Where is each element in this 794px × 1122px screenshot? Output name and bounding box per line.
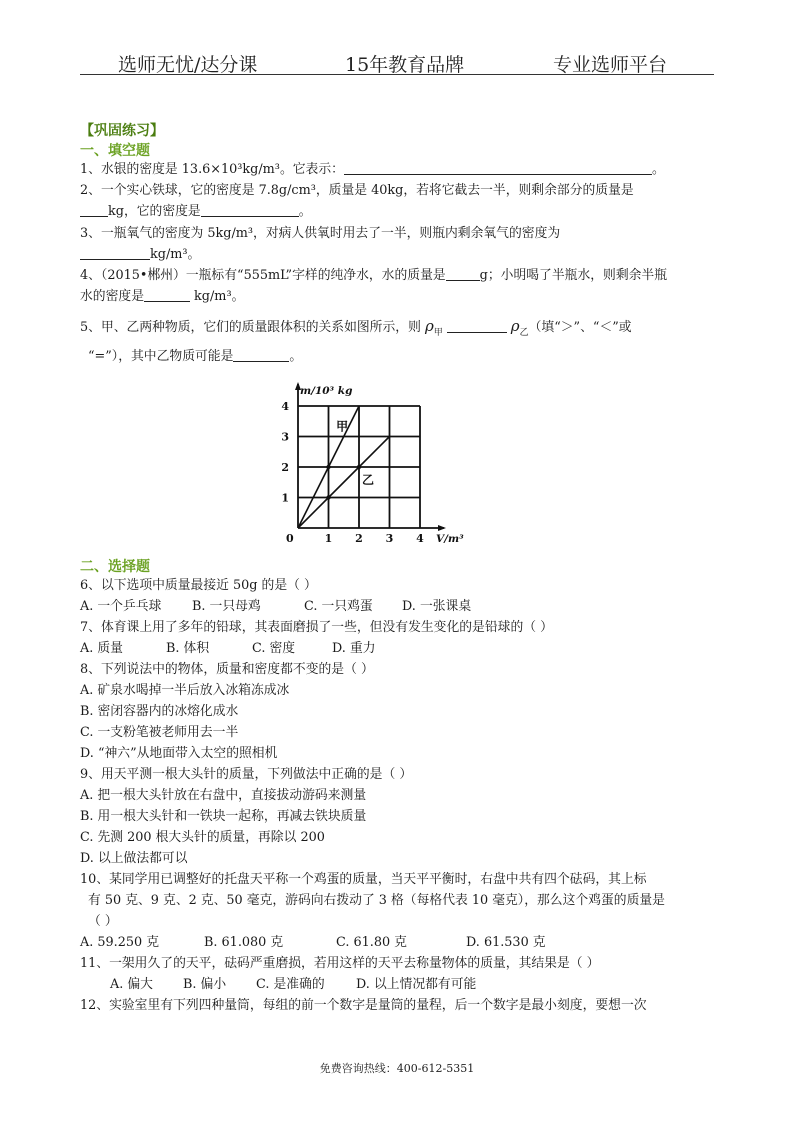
q6-option-b: B. 一只母鸡 xyxy=(192,599,261,614)
q3-line2: kg/m³。 xyxy=(150,247,201,262)
q8-option-a: A. 矿泉水喝掉一半后放入冰箱冻成冰 xyxy=(80,683,290,698)
header-center: 15年教育品牌 xyxy=(345,54,465,76)
series-1-point-2 xyxy=(357,465,361,469)
origin-label: 0 xyxy=(286,532,294,545)
q1-text: 1、水银的密度是 13.6×10³kg/m³。它表示： xyxy=(80,162,344,177)
chart-labels xyxy=(281,385,464,545)
y-tick-label-2: 2 xyxy=(281,461,289,474)
question-10-line2: 有 50 克、9 克、2 克、50 毫克，游码向右拨动了 3 格（每格代表 10 毫克），那么这个鸡蛋的质量是 xyxy=(88,893,665,908)
rho-jia: $\rho_甲$ xyxy=(424,317,443,338)
series-1-point-1 xyxy=(326,495,330,499)
q11-option-d: D. 以上情况都有可能 xyxy=(356,977,477,992)
q6-option-d: D. 一张课桌 xyxy=(402,599,472,614)
q11-option-a: A. 偏大 xyxy=(110,977,153,992)
series-line-1 xyxy=(298,437,390,529)
q1-end: 。 xyxy=(651,162,665,177)
q9-option-a: A. 把一根大头针放在右盘中，直接拔动游码来测量 xyxy=(80,788,367,803)
question-3-line2 xyxy=(80,247,200,263)
mass-volume-chart xyxy=(278,368,478,550)
question-6-options xyxy=(80,599,471,615)
q7-option-c: C. 密度 xyxy=(252,641,296,656)
q7-option-d: D. 重力 xyxy=(332,641,376,656)
q4-line2b: kg/m³。 xyxy=(189,289,245,304)
x-axis-label: V/m³ xyxy=(436,533,464,545)
x-tick-label-3: 3 xyxy=(385,532,394,545)
question-11-stem: 11、一架用久了的天平，砝码严重磨损，若用这样的天平去称量物体的质量，其结果是（ ） xyxy=(80,956,600,971)
q4-blank-mass xyxy=(446,268,480,281)
q7-option-b: B. 体积 xyxy=(166,641,210,656)
q9-option-d: D. 以上做法都可以 xyxy=(80,851,188,866)
question-4-line2 xyxy=(80,289,244,305)
q10-option-a: A. 59.250 克 xyxy=(80,935,160,950)
question-12-line1: 12、实验室里有下列四种量筒，每组的前一个数字是量筒的量程，后一个数字是最小刻度，要想一次 xyxy=(80,998,647,1013)
q9-option-b: B. 用一根大头针和一铁块一起称，再减去铁块质量 xyxy=(80,809,367,824)
question-7-stem: 7、体育课上用了多年的铅球，其表面磨损了一些，但没有发生变化的是铅球的（ ） xyxy=(80,620,553,635)
q11-option-c: C. 是准确的 xyxy=(256,977,325,992)
question-10-options xyxy=(80,935,546,951)
q9-option-c: C. 先测 200 根大头针的质量，再除以 200 xyxy=(80,830,325,845)
q6-option-c: C. 一只鸡蛋 xyxy=(304,599,373,614)
q10-option-b: B. 61.080 克 xyxy=(204,935,284,950)
question-10-line3: （ ） xyxy=(88,914,118,929)
series-label-yi: 乙 xyxy=(362,472,375,487)
x-tick-label-1: 1 xyxy=(324,532,333,545)
q3-blank xyxy=(80,247,150,260)
q5-blank-material xyxy=(233,349,289,362)
q5-line1a: 5、甲、乙两种物质，它们的质量跟体积的关系如图所示，则 xyxy=(80,320,425,335)
question-11-options xyxy=(110,977,476,993)
header-right: 专业选师平台 xyxy=(553,54,668,76)
q7-option-a: A. 质量 xyxy=(80,641,123,656)
q2-line2a: kg，它的密度是 xyxy=(108,204,201,219)
q10-option-d: D. 61.530 克 xyxy=(466,935,546,950)
question-8-stem: 8、下列说法中的物体，质量和密度都不变的是（ ） xyxy=(80,662,374,677)
question-9-stem: 9、用天平测一根大头针的质量，下列做法中正确的是（ ） xyxy=(80,767,413,782)
q2-line2b: 。 xyxy=(298,204,312,219)
header-left: 选师无忧/达分课 xyxy=(118,54,258,76)
section-choice-title: 二、选择题 xyxy=(80,559,150,575)
question-5-line2 xyxy=(88,349,302,365)
q1-blank xyxy=(344,162,652,175)
q2-blank-mass xyxy=(80,204,108,217)
question-10-line1: 10、某同学用已调整好的托盘天平称一个鸡蛋的质量，当天平平衡时，右盘中共有四个砝码，其上标 xyxy=(80,872,647,887)
rho-yi: $\rho_乙$ xyxy=(510,317,529,338)
question-3-line1: 3、一瓶氧气的密度为 5kg/m³，对病人供氧时用去了一半，则瓶内剩余氧气的密度为 xyxy=(80,226,561,241)
x-tick-label-2: 2 xyxy=(355,532,363,545)
q5-line1b: （填“＞”、“＜”或 xyxy=(528,320,632,335)
question-2-line2 xyxy=(80,204,312,220)
q4-line2a: 水的密度是 xyxy=(80,289,144,304)
q4-line1a: 4、（2015•郴州）一瓶标有“555mL”字样的纯净水，水的质量是 xyxy=(80,268,446,283)
y-axis-label: m/10³ kg xyxy=(300,385,353,397)
q4-blank-density xyxy=(144,289,190,302)
x-tick-label-4: 4 xyxy=(416,532,424,545)
section-fill-blank-title: 一、填空题 xyxy=(80,143,150,159)
header-rule xyxy=(80,74,714,75)
question-4-line1 xyxy=(80,268,667,284)
question-2-line1: 2、一个实心铁球，它的密度是 7.8g/cm³，质量是 40kg，若将它截去一半，则剩余部分的质量是 xyxy=(80,183,634,198)
q8-option-c: C. 一支粉笔被老师用去一半 xyxy=(80,725,239,740)
y-tick-label-3: 3 xyxy=(281,430,289,444)
y-tick-label-4: 4 xyxy=(281,400,289,413)
y-tick-label-1: 1 xyxy=(281,491,289,505)
q8-option-d: D. “神六”从地面带入太空的照相机 xyxy=(80,746,278,761)
q6-option-a: A. 一个乒乓球 xyxy=(80,599,162,614)
q10-option-c: C. 61.80 克 xyxy=(336,935,407,950)
x-axis-arrow xyxy=(438,525,446,531)
question-6-stem: 6、以下选项中质量最接近 50g 的是（ ） xyxy=(80,578,317,593)
q5-line2b: 。 xyxy=(289,349,303,364)
q2-blank-density xyxy=(201,204,299,217)
q8-option-b: B. 密闭容器内的冰熔化成水 xyxy=(80,704,239,719)
q5-blank-compare xyxy=(447,320,507,333)
series-label-jia: 甲 xyxy=(336,419,349,434)
section-bracket-title: 【巩固练习】 xyxy=(80,123,164,139)
q11-option-b: B. 偏小 xyxy=(183,977,227,992)
question-1 xyxy=(80,162,665,178)
q4-line1b: g；小明喝了半瓶水，则剩余半瓶 xyxy=(479,268,668,283)
series-0-point-1 xyxy=(326,465,330,469)
footer-hotline: 免费咨询热线：400-612-5351 xyxy=(319,1062,475,1075)
question-5-line1 xyxy=(80,318,632,341)
question-7-options xyxy=(80,641,376,657)
q5-line2a: “=”），其中乙物质可能是 xyxy=(88,349,234,364)
